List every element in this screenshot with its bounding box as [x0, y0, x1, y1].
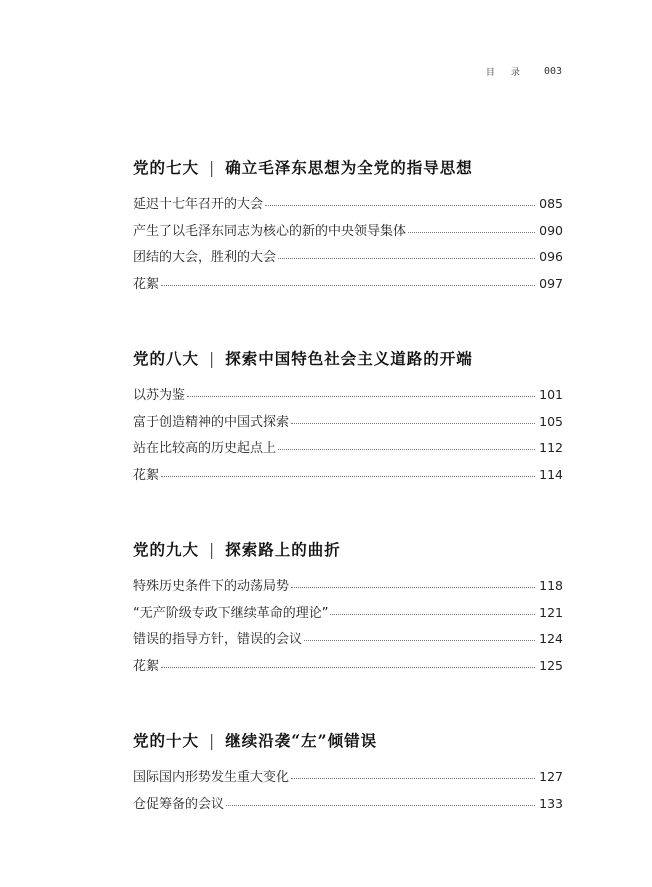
dot-leader	[226, 805, 535, 806]
toc-entry[interactable]	[133, 382, 563, 409]
toc-entry[interactable]	[133, 244, 563, 271]
toc-entry[interactable]	[133, 653, 563, 680]
dot-leader	[304, 640, 535, 641]
dot-leader	[330, 614, 535, 615]
toc-entry[interactable]	[133, 462, 563, 489]
toc-entry-title: 产生了以毛泽东同志为核心的新的中央领导集体	[133, 223, 407, 239]
dot-leader	[408, 232, 535, 233]
chapter-separator: |	[209, 732, 216, 750]
chapter-title: 探索中国特色社会主义道路的开端	[225, 349, 473, 368]
chapter-label: 党的九大	[133, 540, 200, 559]
toc-entry[interactable]	[133, 600, 563, 627]
toc-entry[interactable]	[133, 764, 563, 791]
dot-leader	[161, 285, 535, 286]
chapter-label: 党的七大	[133, 158, 200, 177]
chapter-heading	[133, 348, 563, 370]
toc-entry-title: 花絮	[133, 658, 160, 674]
toc-entry[interactable]	[133, 626, 563, 653]
toc-entry[interactable]	[133, 409, 563, 436]
toc-chapter	[133, 730, 563, 817]
dot-leader	[161, 667, 535, 668]
toc-entry-title: 国际国内形势发生重大变化	[133, 770, 290, 785]
chapter-separator: |	[209, 541, 216, 559]
toc-entry[interactable]	[133, 271, 563, 298]
toc-entry-page: 090	[539, 222, 563, 238]
toc-entry[interactable]	[133, 218, 563, 245]
running-header-section: 目录	[485, 67, 536, 78]
toc-chapter	[133, 157, 563, 297]
toc-entry-page: 121	[539, 604, 563, 620]
toc-entry[interactable]	[133, 573, 563, 600]
page-number: 003	[543, 65, 562, 77]
dot-leader	[278, 258, 535, 259]
dot-leader	[187, 396, 535, 397]
dot-leader	[291, 423, 535, 424]
toc-entry-page: 124	[539, 631, 563, 647]
toc-entry-title: 富于创造精神的中国式探索	[133, 414, 290, 430]
toc-entry-title: 错误的指导方针，错误的会议	[133, 632, 303, 648]
chapter-heading	[133, 539, 563, 561]
chapter-title: 继续沿袭“左”倾错误	[225, 731, 378, 750]
toc-entry-page: 125	[539, 657, 563, 673]
toc-entry-page: 096	[539, 249, 563, 265]
toc-entry[interactable]	[133, 791, 563, 818]
chapter-separator: |	[209, 159, 216, 177]
chapter-label: 党的十大	[133, 731, 200, 750]
chapter-title: 探索路上的曲折	[225, 540, 341, 559]
running-header	[440, 64, 562, 78]
toc-entry-page: 105	[539, 413, 563, 429]
toc-entry[interactable]	[133, 191, 563, 218]
toc-entry-title: 团结的大会，胜利的大会	[133, 250, 277, 266]
toc-entry-title: 以苏为鉴	[133, 388, 186, 403]
toc-entry-page: 097	[539, 275, 563, 291]
toc-entry-title: 延迟十七年召开的大会	[133, 197, 264, 212]
dot-leader	[265, 205, 535, 206]
toc-entry-title: 特殊历史条件下的动荡局势	[133, 579, 290, 594]
toc-entry-page: 085	[539, 196, 563, 211]
toc-entry-page: 101	[539, 387, 563, 402]
toc-entry-page: 112	[539, 440, 563, 456]
dot-leader	[291, 778, 535, 779]
toc-chapter	[133, 539, 563, 679]
toc-entry-title: 花絮	[133, 276, 160, 292]
toc-entry-title: 花絮	[133, 467, 160, 483]
chapter-title: 确立毛泽东思想为全党的指导思想	[225, 158, 473, 177]
toc-entry[interactable]	[133, 435, 563, 462]
toc-entry-page: 127	[539, 769, 563, 784]
dot-leader	[161, 476, 535, 477]
toc-entry-title: 仓促筹备的会议	[133, 796, 225, 812]
dot-leader	[291, 587, 535, 588]
toc-entry-page: 133	[539, 795, 563, 811]
chapter-separator: |	[209, 350, 216, 368]
dot-leader	[278, 449, 535, 450]
toc-entry-title: 站在比较高的历史起点上	[133, 441, 277, 457]
toc-chapter	[133, 348, 563, 488]
toc-entry-page: 118	[539, 578, 563, 593]
toc-entry-page: 114	[539, 466, 563, 482]
toc-entry-title: “无产阶级专政下继续革命的理论”	[133, 605, 329, 621]
chapter-label: 党的八大	[133, 349, 200, 368]
chapter-heading	[133, 157, 563, 179]
chapter-heading	[133, 730, 563, 752]
